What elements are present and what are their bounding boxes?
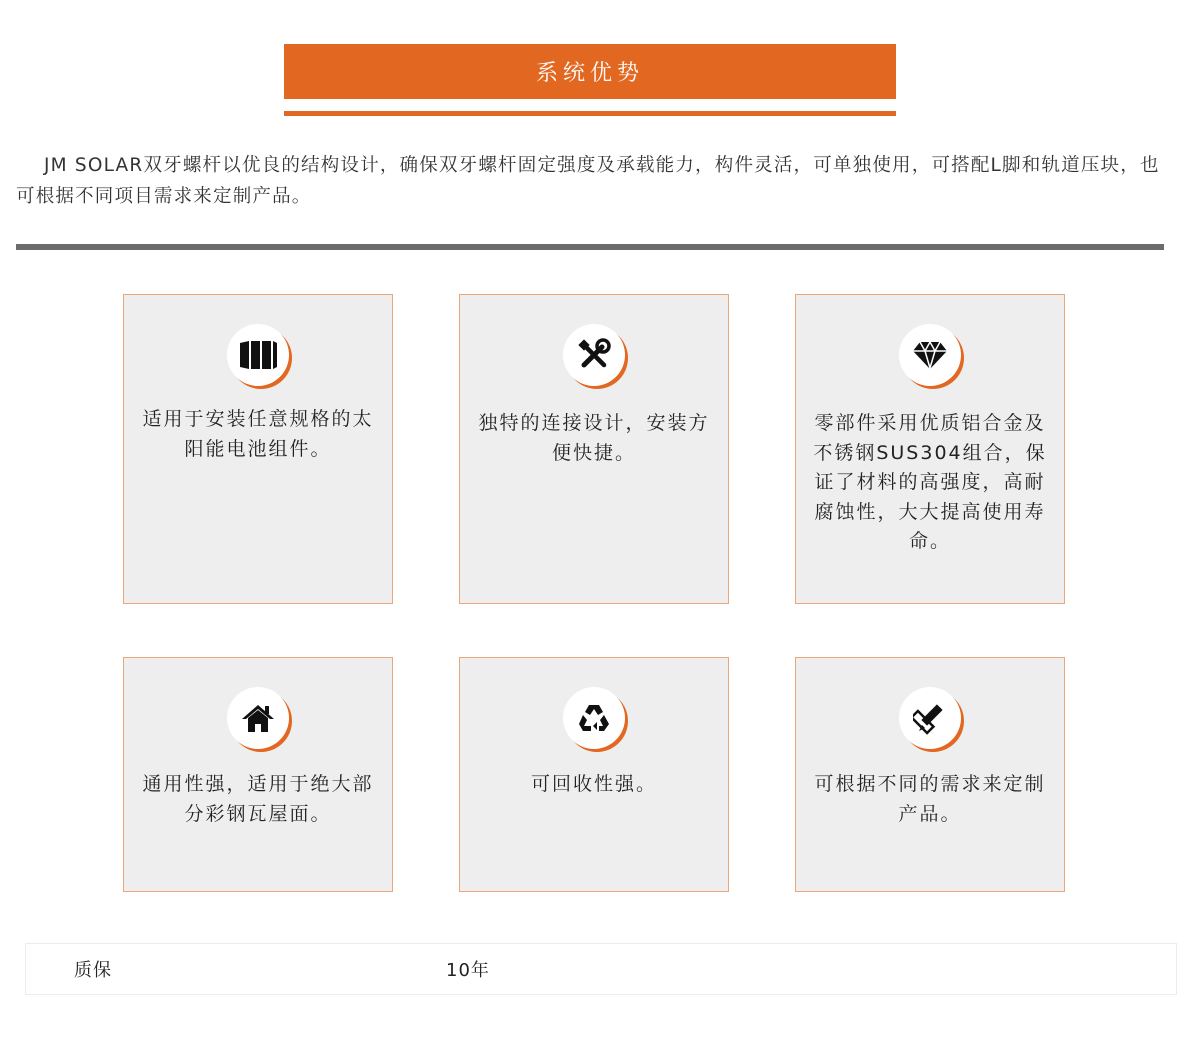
spec-label: 质保 (74, 960, 112, 981)
feature-text: 适用于安装任意规格的太阳能电池组件。 (142, 408, 374, 460)
section-title-bar (284, 44, 896, 99)
feature-card (123, 657, 393, 892)
spec-value: 10年 (446, 960, 490, 981)
title-underline (284, 111, 896, 116)
diamond-icon (899, 324, 961, 386)
feature-text: 可根据不同的需求来定制产品。 (814, 773, 1046, 825)
feature-text: 通用性强，适用于绝大部分彩钢瓦屋面。 (142, 773, 374, 825)
feature-card (795, 294, 1065, 604)
home-icon (227, 687, 289, 749)
feature-card (123, 294, 393, 604)
spec-row-warranty (25, 943, 1177, 995)
intro-paragraph: JM SOLAR双牙螺杆以优良的结构设计，确保双牙螺杆固定强度及承载能力，构件灵活，可单独使用，可搭配L脚和轨道压块，也可根据不同项目需求来定制产品。 (16, 155, 1160, 207)
design-icon (899, 687, 961, 749)
feature-text: 零部件采用优质铝合金及不锈钢SUS304组合，保证了材料的高强度，高耐腐蚀性，大大提高使用寿命。 (813, 412, 1047, 552)
feature-card (459, 657, 729, 892)
feature-card (795, 657, 1065, 892)
feature-card (459, 294, 729, 604)
tools-icon (563, 324, 625, 386)
section-title: 系统优势 (535, 61, 644, 86)
feature-text: 可回收性强。 (530, 773, 657, 795)
recycle-icon (563, 687, 625, 749)
solar-panel-icon (227, 324, 289, 386)
feature-text: 独特的连接设计，安装方便快捷。 (478, 412, 710, 464)
section-divider (16, 244, 1164, 250)
